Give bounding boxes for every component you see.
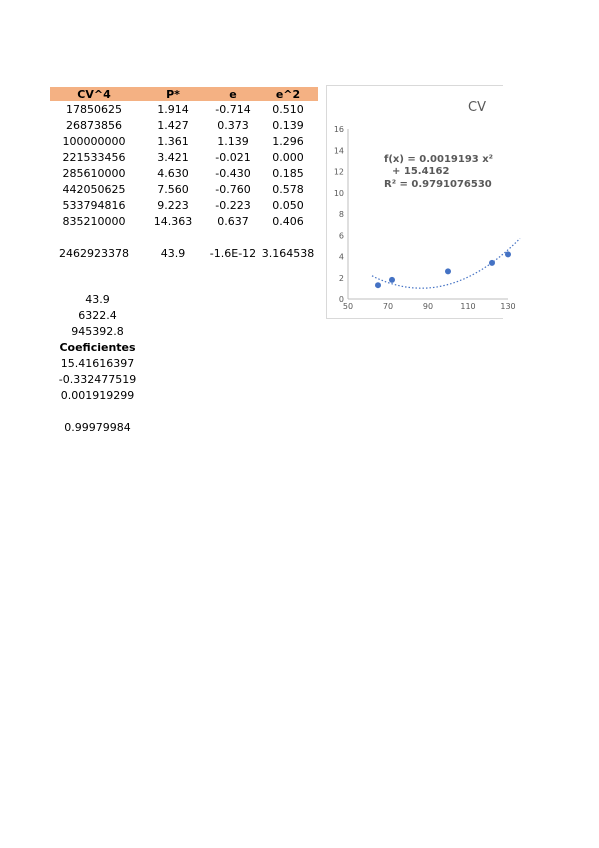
trendline-label (384, 154, 493, 190)
x-tick-label: 50 (342, 302, 354, 311)
cell-cv4[interactable]: 17850625 (66, 102, 122, 116)
trendline-r2: R² = 0.9791076530 (384, 179, 492, 190)
spreadsheet-table-area (50, 87, 318, 261)
blank-row (50, 229, 318, 245)
cell-e2[interactable]: 0.000 (272, 150, 304, 164)
coefficient-2[interactable]: -0.332477519 (58, 373, 137, 386)
cell-e[interactable]: -0.021 (215, 150, 251, 164)
cell-p[interactable]: 4.630 (157, 166, 189, 180)
cell-e[interactable]: -0.223 (215, 198, 251, 212)
cell-e2[interactable]: 0.185 (272, 166, 304, 180)
cell-e2[interactable]: 1.296 (272, 134, 304, 148)
cell-p[interactable]: 1.914 (157, 102, 189, 116)
y-tick-label: 2 (338, 273, 344, 283)
cell-e[interactable]: 0.373 (217, 118, 249, 132)
coefficient-1[interactable]: 15.41616397 (60, 357, 135, 370)
cell-e2[interactable]: 0.050 (272, 198, 304, 212)
cell-cv4[interactable]: 221533456 (62, 150, 126, 164)
trendline-equation-line1: f(x) = 0.0019193 x² (384, 154, 494, 165)
stat-sum-sq[interactable]: 6322.4 (78, 309, 117, 322)
y-tick-label: 6 (338, 231, 344, 241)
stat-sum[interactable]: 43.9 (85, 293, 110, 306)
table-row (50, 165, 318, 181)
cell-p[interactable]: 14.363 (153, 214, 193, 228)
header-row (50, 87, 318, 101)
cell-e[interactable]: -0.760 (215, 182, 251, 196)
cell-e[interactable]: 1.139 (217, 134, 249, 148)
cell-e2[interactable]: 0.406 (272, 214, 304, 228)
cell-cv4[interactable]: 285610000 (62, 166, 126, 180)
header-e2[interactable]: e^2 (258, 87, 318, 101)
cell-cv4[interactable]: 100000000 (62, 134, 126, 148)
data-table (50, 87, 318, 261)
correlation-value[interactable]: 0.99979984 (64, 421, 131, 434)
cell-p[interactable]: 1.361 (157, 134, 189, 148)
cell-e[interactable]: -0.714 (215, 102, 251, 116)
table-row (50, 213, 318, 229)
x-tick-label: 70 (382, 302, 394, 311)
chart-title: CV (468, 100, 486, 115)
data-point (505, 251, 511, 257)
table-row (50, 197, 318, 213)
y-tick-label: 0 (338, 295, 344, 304)
cell-p[interactable]: 3.421 (157, 150, 189, 164)
chart-container[interactable] (326, 85, 516, 319)
chart-axes (334, 125, 516, 311)
x-tick-label: 90 (422, 302, 434, 311)
blank-cell (50, 404, 145, 420)
cell-cv4[interactable]: 533794816 (62, 198, 126, 212)
y-tick-label: 12 (333, 167, 344, 177)
cell-e2[interactable]: 0.510 (272, 102, 304, 116)
table-row (50, 181, 318, 197)
y-tick-label: 8 (338, 210, 344, 219)
header-cv4[interactable]: CV^4 (50, 87, 138, 101)
total-p[interactable]: 43.9 (160, 246, 186, 260)
cell-p[interactable]: 7.560 (157, 182, 189, 196)
y-tick-label: 16 (333, 125, 344, 134)
cell-e2[interactable]: 0.139 (272, 118, 304, 132)
data-points (375, 251, 511, 288)
total-cv4[interactable]: 2462923378 (59, 246, 129, 260)
data-point (389, 277, 395, 283)
stats-column (50, 292, 145, 436)
x-tick-label: 110 (460, 302, 476, 311)
header-p[interactable]: P* (138, 87, 208, 101)
table-row (50, 133, 318, 149)
header-e[interactable]: e (208, 87, 258, 101)
coefficients-label[interactable]: Coeficientes (59, 341, 136, 354)
cell-p[interactable]: 1.427 (157, 118, 189, 132)
data-point (489, 260, 495, 266)
data-point (445, 268, 451, 274)
cell-cv4[interactable]: 442050625 (62, 182, 126, 196)
table-row (50, 117, 318, 133)
total-e[interactable]: -1.6E-12 (209, 246, 257, 260)
cell-p[interactable]: 9.223 (157, 198, 189, 212)
y-tick-label: 14 (333, 146, 344, 156)
trendline-equation-line2: + 15.4162 (392, 166, 450, 177)
cell-e[interactable]: 0.637 (217, 214, 249, 228)
y-tick-label: 4 (338, 252, 344, 262)
cell-e[interactable]: -0.430 (215, 166, 251, 180)
totals-row (50, 245, 318, 261)
y-tick-label: 10 (333, 188, 344, 198)
scatter-chart (327, 86, 516, 318)
total-e2[interactable]: 3.164538 (261, 246, 315, 260)
coefficient-3[interactable]: 0.001919299 (60, 389, 135, 402)
cell-cv4[interactable]: 26873856 (66, 118, 122, 132)
table-row (50, 101, 318, 117)
data-point (375, 282, 381, 288)
cell-e2[interactable]: 0.578 (272, 182, 304, 196)
cell-cv4[interactable]: 835210000 (62, 214, 126, 228)
stat-sum-cube[interactable]: 945392.8 (71, 325, 124, 338)
x-tick-label: 130 (500, 302, 516, 311)
table-row (50, 149, 318, 165)
